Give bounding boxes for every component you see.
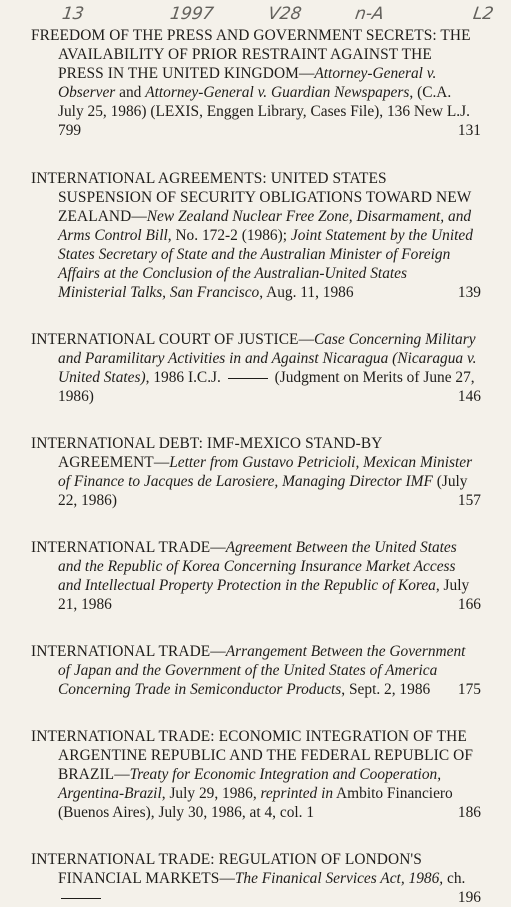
citation-text: , 1986 I.C.J. — [145, 369, 225, 386]
entry-separator: — — [114, 766, 130, 783]
page-number: 146 — [457, 388, 481, 405]
citation-italic: Agreement Between the United States and the Republic of Korea Concerning Insurance Market Access and Intellectual Property Protection in the Republic of Korea — [58, 539, 457, 594]
citation-text: , Sept. 2, 1986 — [341, 681, 431, 698]
citation-text: , Aug. 11, 1986 — [259, 284, 354, 301]
index-entry — [31, 169, 481, 302]
entry-heading: FREEDOM OF THE PRESS AND GOVERNMENT SECRETS: THE AVAILABILITY OF PRIOR RESTRAINT AGAINST THE PRESS IN THE UNITED KINGDOM — [31, 27, 471, 82]
citation-italic: Attorney-General v. Observer — [58, 65, 437, 101]
entry-separator: — — [131, 208, 147, 225]
citation-italic: Letter from Gustavo Petricioli, Mexican Minister of Finance to Jacques de Larosiere, Managing Director IMF — [58, 454, 473, 490]
citation-italic: New Zealand Nuclear Free Zone, Disarmament, and Arms Control Bill — [58, 208, 472, 244]
citation-italic: Attorney-General v. Guardian Newspapers — [145, 84, 410, 101]
entry-separator: — — [298, 65, 315, 82]
citation-text: , July 21, 1986 — [58, 577, 470, 613]
citation-italic: The Finanical Services Act, 1986, — [234, 870, 444, 887]
blank-rule — [228, 377, 268, 379]
handwritten-note: 1997 — [168, 4, 215, 24]
entry-separator: — — [219, 870, 235, 887]
index-entry — [31, 642, 481, 699]
index-entry — [31, 330, 481, 406]
index-entry — [31, 434, 481, 510]
entry-heading: INTERNATIONAL TRADE — [31, 643, 211, 660]
entry-separator: — — [153, 454, 170, 471]
citation-text: , July 29, 1986, — [161, 785, 261, 802]
entry-heading: INTERNATIONAL TRADE: REGULATION OF LONDON'S FINANCIAL MARKETS — [31, 851, 422, 887]
entry-separator: — — [210, 539, 226, 556]
index-entry — [31, 26, 481, 140]
citation-text: (Judgment on Merits of June 27, 1986) — [58, 369, 475, 405]
entry-separator: — — [210, 643, 226, 660]
blank-rule — [61, 897, 101, 899]
page-number: 139 — [457, 284, 481, 301]
index-entries-list — [31, 26, 481, 907]
page-number: 131 — [457, 122, 481, 139]
citation-italic: Arrangement Between the Government of Japan and the Government of the United States of America Concerning Trade in Semiconductor Products — [58, 643, 466, 698]
citation-text: ch. — [443, 870, 466, 887]
index-entry — [31, 850, 481, 907]
handwritten-note: V28 — [266, 4, 303, 24]
citation-italic: reprinted in — [260, 785, 334, 802]
page-number: 196 — [457, 889, 481, 906]
page-number: 175 — [457, 681, 481, 698]
handwritten-note: n-A — [353, 4, 386, 24]
citation-italic: Case Concerning Military and Paramilitary Activities in and Against Nicaragua (Nicaragua v. United States) — [58, 331, 477, 386]
entry-heading: INTERNATIONAL DEBT: IMF-MEXICO STAND-BY AGREEMENT — [31, 435, 382, 471]
handwritten-note: 13 — [60, 4, 86, 24]
citation-text: (July 22, 1986) — [58, 473, 468, 509]
entry-heading: INTERNATIONAL COURT OF JUSTICE — [31, 331, 299, 348]
citation-text: , No. 172-2 (1986); — [167, 227, 291, 244]
citation-text: and — [115, 84, 146, 101]
citation-italic: Joint Statement by the United States Secretary of State and the Australian Minister of Foreign Affairs at the Conclusion of the Australian-United States Ministerial Talks, San Francisco — [58, 227, 473, 301]
entry-heading: INTERNATIONAL AGREEMENTS: UNITED STATES SUSPENSION OF SECURITY OBLIGATIONS TOWARD NEW ZEALAND — [31, 170, 472, 225]
index-entry — [31, 727, 481, 822]
entry-separator: — — [298, 331, 314, 348]
entry-heading: INTERNATIONAL TRADE: ECONOMIC INTEGRATION OF THE ARGENTINE REPUBLIC AND THE FEDERAL REPUBLIC OF BRAZIL — [31, 728, 474, 783]
page-number: 157 — [457, 492, 481, 509]
index-entry — [31, 538, 481, 614]
citation-italic: Treaty for Economic Integration and Cooperation, Argentina-Brazil — [58, 766, 442, 802]
handwritten-note: L2 — [471, 4, 495, 24]
page-number: 186 — [457, 804, 481, 821]
citation-text: Ambito Financiero (Buenos Aires), July 30, 1986, at 4, col. 1 — [58, 785, 453, 821]
page-number: 166 — [457, 596, 481, 613]
entry-heading: INTERNATIONAL TRADE — [31, 539, 211, 556]
citation-text: , (C.A. July 25, 1986) (LEXIS, Enggen Library, Cases File), 136 New L.J. 799 — [58, 84, 470, 139]
